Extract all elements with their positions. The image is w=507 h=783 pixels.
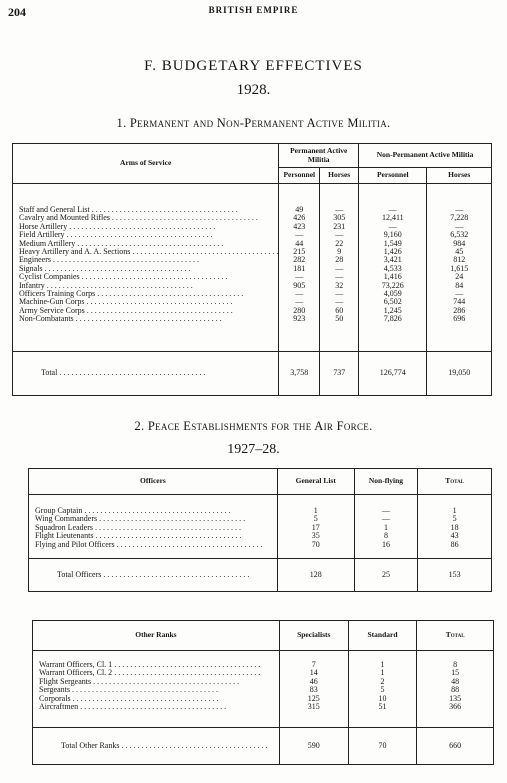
militia-arm-label: Army Service Corps . . . [19,307,278,315]
running-head: BRITISH EMPIRE [208,5,299,15]
other-rank-label: Flight Sergeants . . . [39,678,279,686]
militia-cell: 696 [453,314,466,324]
officers-total-label: Total Officers . . . [29,570,249,579]
col-nonperm-personnel: Personnel [359,168,427,184]
militia-cell: — [335,272,344,282]
militia-cell: 44 [295,238,304,248]
militia-cell: 215 [293,247,306,257]
militia-arm-label: Medium Artillery . . . [19,240,278,248]
militia-cell: — [388,221,397,231]
officers-total-general: 128 [277,559,354,592]
militia-cell: 22 [335,238,344,248]
militia-cell: 282 [293,255,306,265]
militia-cell: 7,826 [383,314,402,324]
militia-perm-personnel [279,184,320,352]
militia-cell: 1,549 [383,238,402,248]
militia-cell: — [335,205,344,214]
officer-cell: 70 [311,539,320,549]
militia-cell: — [335,289,344,299]
militia-cell: 181 [293,263,306,273]
militia-cell: — [335,263,344,273]
militia-cell: 73,226 [381,280,404,290]
officers-rank-list [29,495,278,559]
militia-cell: — [335,297,344,307]
militia-cell: 923 [293,314,306,324]
other-rank-cell: 135 [449,693,462,703]
other-rank-cell: 366 [449,702,462,712]
col-nonperm-horses: Horses [427,168,492,184]
militia-cell: 426 [293,213,306,223]
section2-year: 1927–28. [227,442,280,457]
page-title: F. BUDGETARY EFFECTIVES [144,58,363,74]
militia-cell: 286 [453,305,466,315]
militia-cell: 49 [295,205,304,214]
other-ranks-total-specialists: 590 [279,728,348,765]
militia-cell: — [295,297,304,307]
militia-cell: — [295,230,304,240]
militia-arm-label: Staff and General List . . . [19,206,278,214]
other-rank-cell: 7 [311,660,316,669]
col-arms-of-service: Arms of Service [120,158,172,168]
militia-total-label: Total . . . [13,368,205,377]
militia-arm-label: Machine-Gun Corps . . . [19,298,278,306]
officer-cell: 1 [383,522,388,532]
militia-table [12,143,492,396]
col-standard: Standard [348,621,417,651]
other-rank-cell: 1 [380,668,385,678]
other-rank-cell: 88 [451,685,460,695]
militia-cell: 812 [453,255,466,265]
militia-total-nonperm-personnel: 126,774 [359,352,427,396]
militia-cell: 1,426 [383,247,402,257]
other-rank-cell: 83 [309,685,318,695]
militia-arm-label: Field Artillery . . . [19,231,278,239]
militia-cell: 6,532 [450,230,469,240]
militia-arm-label: Signals . . . [19,265,278,273]
militia-cell: 32 [335,280,344,290]
militia-cell: — [295,272,304,282]
other-rank-cell: 10 [378,693,387,703]
officer-cell: — [381,506,390,515]
militia-arm-label: Engineers . . . [19,256,278,264]
col-officers-total: Total [418,469,492,495]
other-rank-label: Warrant Officers, Cl. 1 . . . [39,661,279,669]
militia-cell: 45 [455,247,464,257]
officer-cell: 1 [313,506,318,515]
militia-cell: 231 [333,221,346,231]
other-ranks-total-standard: 70 [348,728,417,765]
officer-rank-label: Squadron Leaders . . . [35,524,277,532]
militia-cell: 1,615 [450,263,469,273]
col-non-permanent: Non-Permanent Active Militia [359,144,492,168]
militia-cell: 905 [293,280,306,290]
militia-cell: 3,421 [383,255,402,265]
col-perm-horses: Horses [320,168,359,184]
officers-total-non-flying: 25 [354,559,418,592]
militia-cell: 280 [293,305,306,315]
other-ranks-total-col [417,651,494,728]
militia-cell: 28 [335,255,344,265]
militia-arm-label: Cyclist Companies . . . [19,273,278,281]
officer-rank-label: Flying and Pilot Officers . . . [35,541,277,549]
militia-cell: 4,059 [383,289,402,299]
militia-arm-label: Infantry . . . [19,282,278,290]
officers-total-total: 153 [418,559,492,592]
militia-cell: 984 [453,238,466,248]
militia-cell: — [335,230,344,240]
militia-cell: 423 [293,221,306,231]
militia-arm-label: Heavy Artillery and A. A. Sections . . . [19,248,278,256]
officers-general-list [277,495,354,559]
officer-cell: 1 [452,506,457,515]
militia-cell: — [295,289,304,299]
militia-cell: 6,502 [383,297,402,307]
militia-arm-label: Officers Training Corps . . . [19,290,278,298]
other-rank-cell: 8 [453,660,458,669]
officer-cell: 17 [311,522,320,532]
officer-cell: 5 [452,514,457,524]
other-rank-cell: 1 [380,660,385,669]
col-perm-personnel: Personnel [279,168,320,184]
other-rank-label: Corporals . . . [39,695,279,703]
other-ranks-total-total: 660 [417,728,494,765]
militia-cell: 9,160 [383,230,402,240]
officer-cell: 43 [450,531,459,541]
other-rank-label: Aircraftmen . . . [39,703,279,711]
militia-cell: 24 [455,272,464,282]
col-non-flying: Non-flying [354,469,418,495]
militia-cell: — [388,205,397,214]
militia-cell: 84 [455,280,464,290]
militia-arm-label: Cavalry and Mounted Rifles . . . [19,214,278,222]
officer-cell: 35 [311,531,320,541]
other-rank-cell: 15 [451,668,460,678]
other-rank-cell: 46 [309,676,318,686]
militia-cell: — [455,289,464,299]
other-ranks-total-label: Total Other Ranks . . . [33,741,268,750]
officer-cell: 5 [313,514,318,524]
col-permanent: Permanent Active Militia [279,144,359,168]
col-general-list: General List [277,469,354,495]
officers-total-col [418,495,492,559]
officer-rank-label: Flight Lieutenants . . . [35,532,277,540]
other-ranks-standard [348,651,417,728]
militia-cell: — [455,221,464,231]
militia-total-nonperm-horses: 19,050 [427,352,492,396]
other-rank-cell: 5 [380,685,385,695]
militia-perm-horses [320,184,359,352]
col-other-ranks-total: Total [417,621,494,651]
officer-rank-label: Group Captain . . . [35,507,277,515]
section2-heading: 2. Peace Establishments for the Air Force. [134,419,373,433]
officer-rank-label: Wing Commanders . . . [35,515,277,523]
other-rank-cell: 2 [380,676,385,686]
militia-nonperm-personnel [359,184,427,352]
militia-total-perm-horses: 737 [320,352,359,396]
other-rank-label: Warrant Officers, Cl. 2 . . . [39,669,279,677]
militia-cell: — [455,205,464,214]
officer-cell: 8 [383,531,388,541]
militia-cell: 12,411 [381,213,404,223]
militia-total-perm-personnel: 3,758 [279,352,320,396]
other-rank-cell: 51 [378,702,387,712]
other-rank-cell: 14 [309,668,318,678]
other-rank-cell: 125 [307,693,320,703]
officer-cell: 16 [381,539,390,549]
col-other-ranks: Other Ranks [135,630,177,640]
militia-nonperm-horses [427,184,492,352]
other-ranks-table [32,620,494,765]
officer-cell: — [381,514,390,524]
officer-cell: 18 [450,522,459,532]
section1-heading: 1. Permanent and Non-Permanent Active Militia. [116,116,391,130]
militia-cell: 4,533 [383,263,402,273]
militia-cell: 50 [335,314,344,324]
other-rank-cell: 48 [451,676,460,686]
officers-table [28,468,492,592]
other-rank-cell: 315 [307,702,320,712]
militia-cell: 1,416 [383,272,402,282]
officers-non-flying [354,495,418,559]
other-rank-label: Sergeants . . . [39,686,279,694]
militia-arm-label: Horse Artillery . . . [19,223,278,231]
other-ranks-specialists [279,651,348,728]
militia-cell: 7,228 [450,213,469,223]
militia-cell: 744 [453,297,466,307]
col-officers: Officers [140,476,166,486]
militia-arms-list [13,184,279,352]
other-ranks-list [33,651,280,728]
militia-cell: 60 [335,305,344,315]
militia-cell: 305 [333,213,346,223]
militia-cell: 1,245 [383,305,402,315]
page-year: 1928. [236,82,271,98]
officer-cell: 86 [450,539,459,549]
page-number: 204 [8,5,26,19]
col-specialists: Specialists [279,621,348,651]
militia-arm-label: Non-Combatants . . . [19,315,278,323]
militia-cell: 9 [337,247,342,257]
